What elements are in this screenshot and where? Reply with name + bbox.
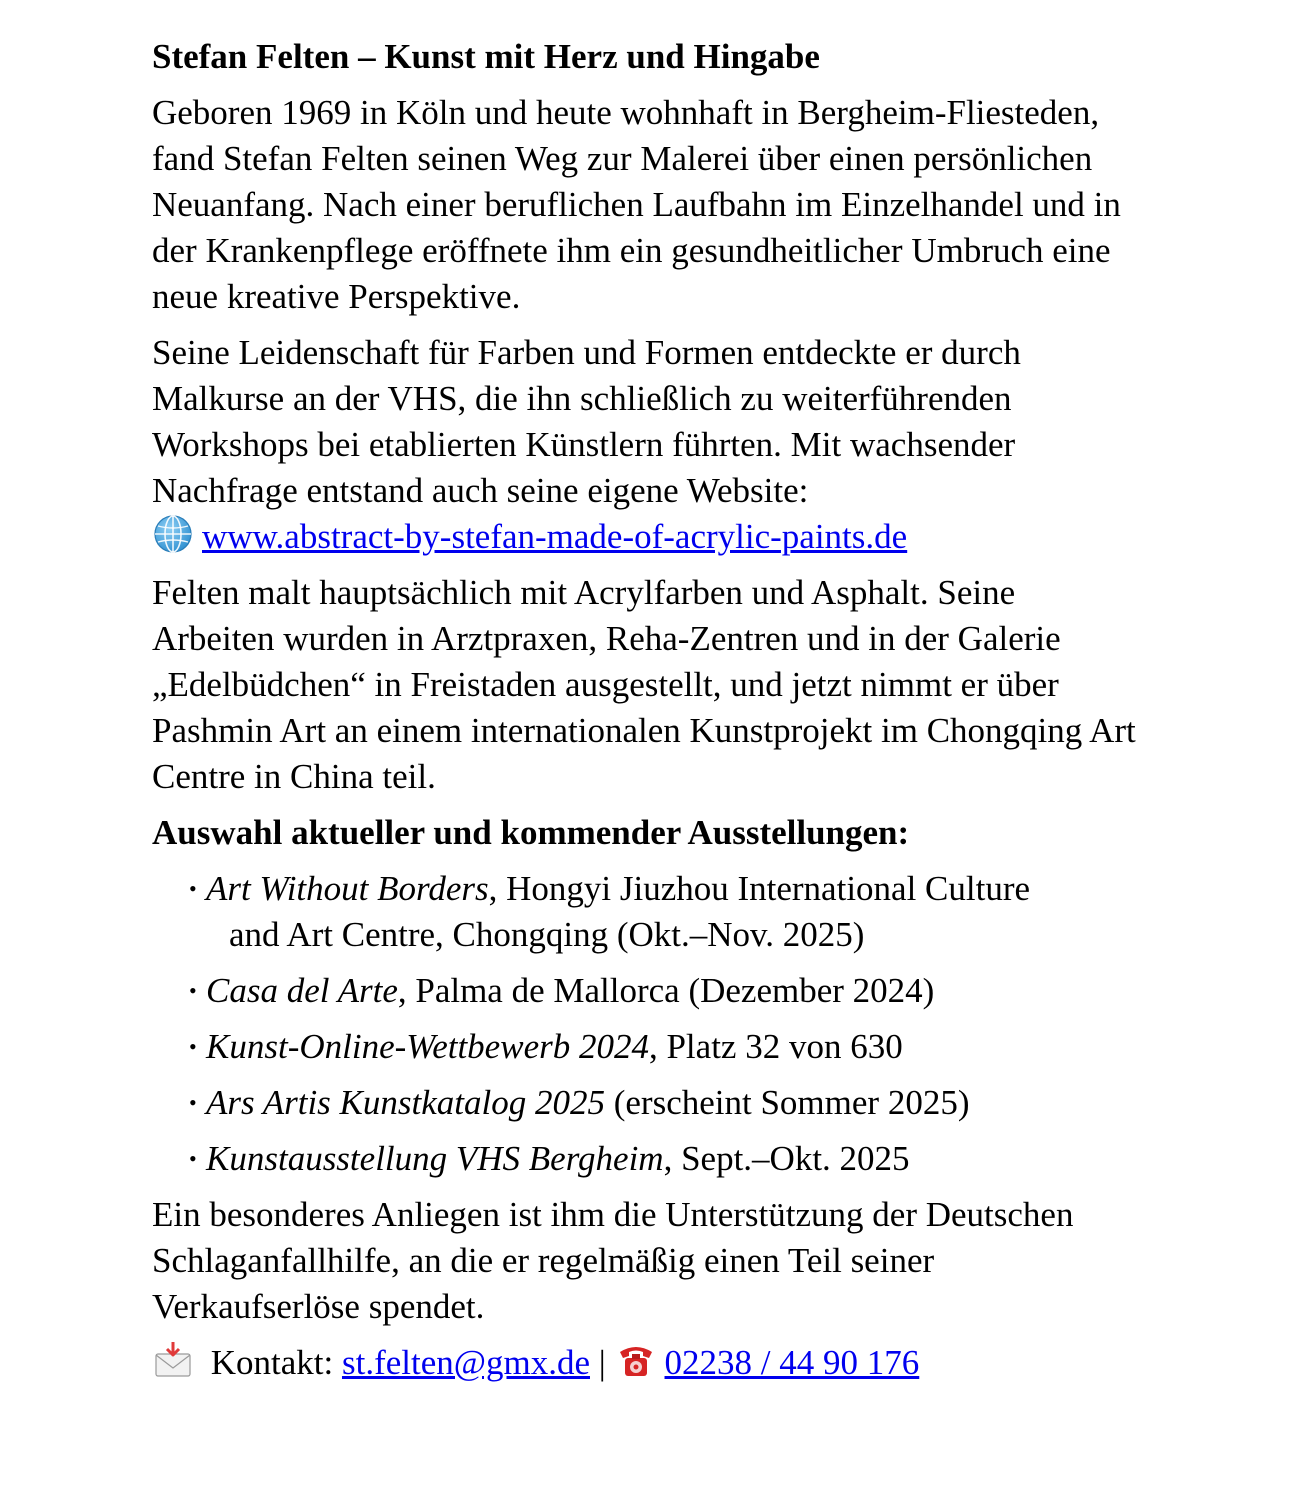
list-item bbox=[189, 1024, 1142, 1070]
exhibition-details-continued: and Art Centre, Chongqing (Okt.–Nov. 2025) bbox=[229, 915, 865, 954]
contact-separator: | bbox=[590, 1343, 615, 1382]
exhibition-title: Kunst-Online-Wettbewerb 2024 bbox=[206, 1027, 649, 1066]
bullet: • bbox=[189, 1090, 197, 1115]
exhibitions-heading: Auswahl aktueller und kommender Ausstellungen: bbox=[152, 813, 910, 852]
exhibition-details: (erscheint Sommer 2025) bbox=[604, 1083, 970, 1122]
paragraph-education bbox=[152, 330, 1142, 560]
envelope-icon bbox=[152, 1340, 194, 1380]
exhibition-details: , Hongyi Jiuzhou International Culture bbox=[488, 869, 1031, 908]
exhibition-title: Ars Artis Kunstkatalog 2025 bbox=[206, 1083, 605, 1122]
contact-label: Kontakt: bbox=[202, 1343, 342, 1382]
website-link[interactable]: www.abstract-by-stefan-made-of-acrylic-paints.de bbox=[202, 517, 908, 556]
exhibition-details: , Palma de Mallorca (Dezember 2024) bbox=[397, 971, 935, 1010]
list-item bbox=[189, 1080, 1142, 1126]
article bbox=[152, 34, 1142, 1396]
bullet: • bbox=[189, 876, 197, 901]
list-item bbox=[189, 968, 1142, 1014]
list-item bbox=[189, 1136, 1142, 1182]
phone-link[interactable]: 02238 / 44 90 176 bbox=[664, 1343, 920, 1382]
article-title: Stefan Felten – Kunst mit Herz und Hingabe bbox=[152, 37, 820, 76]
paragraph-materials: Felten malt hauptsächlich mit Acrylfarben und Asphalt. Seine Arbeiten wurden in Arztpraxen, Reha-Zentren und in der Galerie „Edelbüdchen“ in Freistaden ausgestellt, und jetzt nimmt er über Pashmin Art an einem internationalen Kunstprojekt im Chongqing Art Centre in China teil. bbox=[152, 573, 1136, 796]
paragraph-education-text: Seine Leidenschaft für Farben und Formen entdeckte er durch Malkurse an der VHS, die ihn schließlich zu weiterführenden Workshops bei etablierten Künstlern führten. Mit wachsender Nachfrage entstand auch seine eigene Website: bbox=[152, 333, 1021, 510]
exhibition-title: Kunstausstellung VHS Bergheim bbox=[206, 1139, 664, 1178]
exhibition-title: Art Without Borders bbox=[206, 869, 489, 908]
telephone-icon bbox=[615, 1340, 657, 1380]
bullet: • bbox=[189, 978, 197, 1003]
exhibition-details: , Platz 32 von 630 bbox=[648, 1027, 903, 1066]
exhibition-title: Casa del Arte bbox=[206, 971, 398, 1010]
exhibitions-list bbox=[152, 866, 1142, 1182]
list-item bbox=[189, 866, 1142, 958]
email-link[interactable]: st.felten@gmx.de bbox=[341, 1343, 590, 1382]
contact-line bbox=[152, 1340, 1142, 1386]
bullet: • bbox=[189, 1034, 197, 1059]
exhibition-details: , Sept.–Okt. 2025 bbox=[663, 1139, 910, 1178]
bullet: • bbox=[189, 1146, 197, 1171]
globe-icon bbox=[152, 514, 194, 554]
paragraph-biography: Geboren 1969 in Köln und heute wohnhaft in Bergheim-Fliesteden, fand Stefan Felten seinen Weg zur Malerei über einen persönlichen Neuanfang. Nach einer beruflichen Laufbahn im Einzelhandel und in der Krankenpflege eröffnete ihm ein gesundheitlicher Umbruch eine neue kreative Perspektive. bbox=[152, 93, 1121, 316]
paragraph-charity: Ein besonderes Anliegen ist ihm die Unterstützung der Deutschen Schlaganfallhilfe, an die er regelmäßig einen Teil seiner Verkaufserlöse spendet. bbox=[152, 1195, 1074, 1326]
